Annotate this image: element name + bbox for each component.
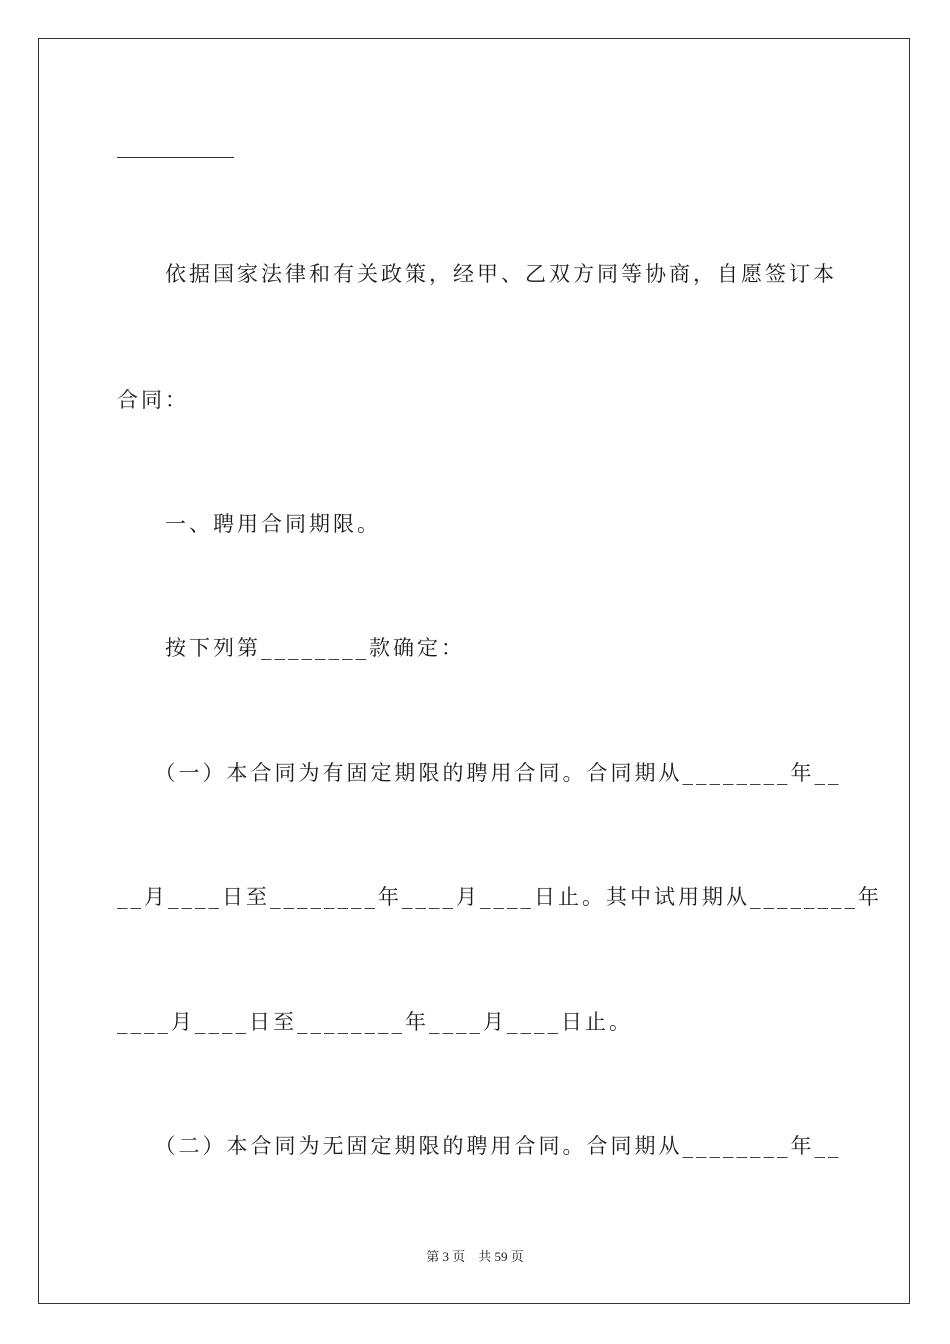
paragraph-fixed-term-line-1: （一）本合同为有固定期限的聘用合同。合同期从________年__: [117, 761, 842, 785]
paragraph-open-term-line-1: （二）本合同为无固定期限的聘用合同。合同期从________年__: [117, 1134, 842, 1158]
page-footer: 第 3 页 共 59 页: [426, 1249, 524, 1264]
page-border: [38, 38, 910, 1304]
paragraph-intro-line-1: 依据国家法律和有关政策，经甲、乙双方同等协商，自愿签订本: [117, 262, 837, 286]
blank-underline: [117, 157, 234, 158]
paragraph-clause-select: 按下列第________款确定：: [117, 636, 465, 660]
section-heading-term: 一、聘用合同期限。: [117, 512, 381, 536]
paragraph-fixed-term-line-2: __月____日至________年____月____日止。其中试用期从________年: [117, 885, 882, 909]
paragraph-fixed-term-line-3: ____月____日至________年____月____日止。: [117, 1010, 633, 1034]
paragraph-intro-line-2: 合同：: [117, 388, 189, 412]
